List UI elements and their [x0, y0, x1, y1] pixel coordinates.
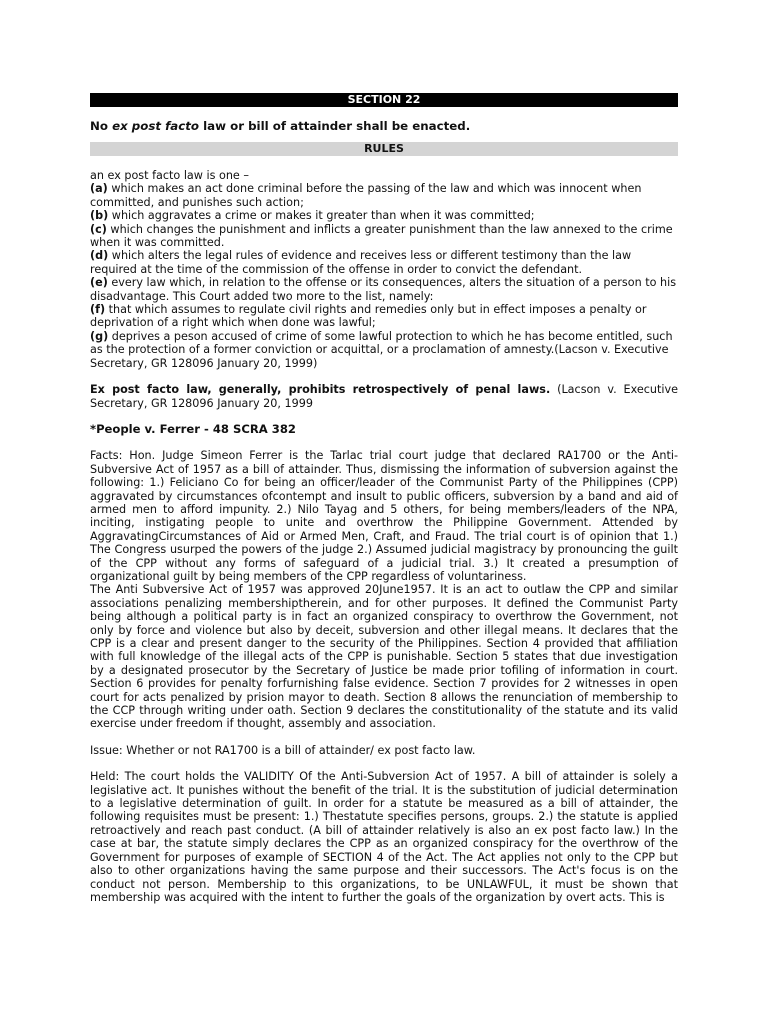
rule-text: which makes an act done criminal before the passing of the law and which was innocent when committed, and punishes such action; — [90, 182, 642, 209]
rule-item — [90, 223, 678, 250]
rule-text: which alters the legal rules of evidence and receives less or different testimony than the law required at the time of the commission of the offense in order to convict the defendant. — [90, 249, 632, 276]
rule-item — [90, 182, 678, 209]
section-header-bar: SECTION 22 — [90, 93, 678, 107]
case-title: *People v. Ferrer - 48 SCRA 382 — [90, 421, 296, 436]
rule-letter: (a) — [90, 182, 108, 196]
rule-item — [90, 209, 678, 222]
rule-text: every law which, in relation to the offense or its consequences, alters the situation of a person to his disadvantage. This Court added two more to the list, namely: — [90, 276, 677, 303]
rule-text: that which assumes to regulate civil rights and remedies only but in effect imposes a penalty or deprivation of a right which when done was lawful; — [90, 303, 647, 330]
rule-text: deprives a peson accused of crime of some lawful protection to which he has become entitled, such as the protection of a former conviction or acquittal, or a proclamation of amnesty.(Lacson v. Executive Secretary, GR 128096 January 20, 1999) — [90, 329, 673, 370]
rule-letter: (c) — [90, 222, 107, 236]
rule-item — [90, 330, 678, 370]
issue-paragraph: Issue: Whether or not RA1700 is a bill of attainder/ ex post facto law. — [90, 743, 476, 757]
facts-paragraph-2: The Anti Subversive Act of 1957 was approved 20June1957. It is an act to outlaw the CPP and similar associations penalizing membershiptherein, and for other purposes. It defined the Communist Party being although a political party is in fact an organized conspiracy to overthrow the Government, not only by force and violence but also by deceit, subversion and other illegal means. It declares that the CPP is a clear and present danger to the security of the Philippines. Section 4 provided that affiliation with full knowledge of the illegal acts of the CPP is punishable. Section 5 states that due investigation by a designated prosecutor by the Secretary of Justice be made prior tofiling of information in court. Section 6 provides for penalty forfurnishing false evidence. Section 7 provides for 2 witnesses in open court for acts penalized by prision mayor to death. Section 8 allows the renunciation of membership to the CCP through writing under oath. Section 9 declares the constitutionality of the statute and its valid exercise under freedom if thought, assembly and association. — [90, 583, 678, 731]
principle-paragraph — [90, 383, 678, 410]
rule-item — [90, 276, 678, 303]
provision-prefix: No — [90, 119, 113, 133]
rule-item — [90, 303, 678, 330]
rule-letter: (b) — [90, 209, 109, 223]
rule-letter: (d) — [90, 249, 109, 263]
provision-italic: ex post facto — [112, 119, 199, 133]
rules-header-bar: RULES — [90, 142, 678, 156]
rule-letter: (e) — [90, 276, 108, 290]
rule-letter: (f) — [90, 303, 106, 317]
case-body — [90, 449, 678, 904]
principle-statement: Ex post facto law, generally, prohibits retrospectively of penal laws. — [90, 383, 551, 397]
facts-paragraph: Facts: Hon. Judge Simeon Ferrer is the Tarlac trial court judge that declared RA1700 or the Anti-Subversive Act of 1957 as a bill of attainder. Thus, dismissing the information of subversion against the following: 1.) Feliciano Co for being an officer/leader of the Communist Party of the Philippines (CPP) aggravated by circumstances ofcontempt and insult to public officers, subversion by a band and aid of armed men to afford impunity. 2.) Nilo Tayag and 5 others, for being members/leaders of the NPA, inciting, instigating people to unite and overthrow the Philippine Government. Attended by AggravatingCircumstances of Aid or Armed Men, Craft, and Fraud. The trial court is of opinion that 1.) The Congress usurped the powers of the judge 2.) Assumed judicial magistracy by pronouncing the guilt of the CPP without any forms of safeguard of a judicial trial. 3.) It created a presumption of organizational guilt by being members of the CPP regardless of voluntariness. — [90, 449, 678, 583]
provision-suffix: law or bill of attainder shall be enacted. — [198, 119, 471, 133]
rule-letter: (g) — [90, 329, 109, 343]
rule-item — [90, 249, 678, 276]
rule-text: which changes the punishment and inflicts a greater punishment than the law annexed to the crime when it was committed. — [90, 222, 673, 250]
rules-list — [90, 169, 678, 370]
rules-intro: an ex post facto law is one – — [90, 169, 249, 182]
principle-citation: (Lacson v. Executive Secretary, GR 128096 January 20, 1999 — [90, 383, 679, 410]
rule-text: which aggravates a crime or makes it greater than when it was committed; — [108, 209, 535, 223]
document-content — [90, 93, 678, 904]
constitutional-provision — [90, 120, 678, 134]
held-paragraph: Held: The court holds the VALIDITY Of the Anti-Subversion Act of 1957. A bill of attainder is solely a legislative act. It punishes without the benefit of the trial. It is the substitution of judicial determination to a legislative determination of guilt. In order for a statute be measured as a bill of attainder, the following requisites must be present: 1.) Thestatute specifies persons, groups. 2.) the statute is applied retroactively and reach past conduct. (A bill of attainder relatively is also an ex post facto law.) In the case at bar, the statute simply declares the CPP as an organized conspiracy for the overthrow of the Government for purposes of example of SECTION 4 of the Act. The Act applies not only to the CPP but also to other organizations having the same purpose and their successors. The Act's focus is on the conduct not person. Membership to this organizations, to be UNLAWFUL, it must be shown that membership was acquired with the intent to further the goals of the organization by overt acts. This is — [90, 770, 678, 904]
